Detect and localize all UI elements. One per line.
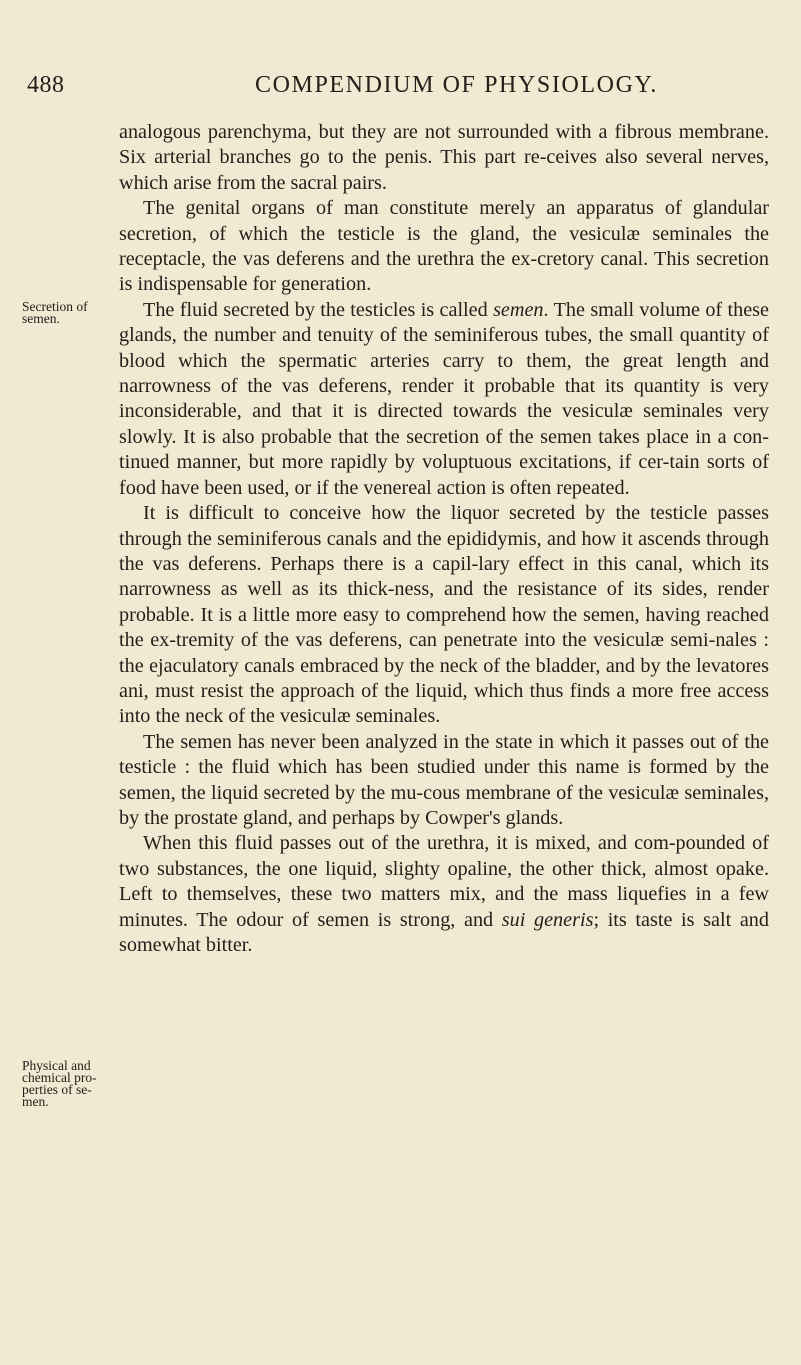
paragraph — [119, 831, 769, 958]
sidenote-secretion: Secretion of semen. — [22, 299, 88, 326]
paragraph-text: When this fluid passes out of the urethra, it is mixed, and com-pounded of two substances, the one liquid, slighty opaline, the other thick, almost opake. Left to themselves, these two matters mix, and the mass liquefies in a few minutes. The odour of semen is strong, and — [119, 832, 769, 931]
emphasis-term: sui generis — [501, 908, 594, 931]
running-title: COMPENDIUM OF PHYSIOLOGY. — [255, 72, 658, 98]
sidenote-properties: Physical and chemical pro-perties of se-men. — [22, 1058, 97, 1109]
paragraph: It is difficult to conceive how the liquor secreted by the testicle passes through the seminiferous canals and the epididymis, and how it ascends through the vas deferens. Perhaps there is a capil-lary effect in this canal, which its narrowness as well as its thick-ness, and the resistance of its sides, render probable. It is a little more easy to comprehend how the semen, having reached the ex-tremity of the vas deferens, can penetrate into the vesiculæ semi-nales : the ejaculatory canals embraced by the neck of the bladder, and by the levatores ani, must resist the approach of the liquid, which thus finds a more free access into the neck of the vesiculæ seminales. — [119, 502, 769, 728]
paragraph-text: . The small volume of these glands, the number and tenuity of the seminiferous tubes, the small quantity of blood which the spermatic arteries carry to them, the great length and narrowness of the vas deferens, render it probable that its quantity is very inconsiderable, and that it is directed towards the vesiculæ seminales very slowly. It is also probable that the secretion of the semen takes place in a con-tinued manner, but more rapidly by voluptuous excitations, if cer-tain sorts of food have been used, or if the venereal action is often repeated. — [119, 298, 769, 499]
paragraph — [119, 298, 769, 501]
paragraph-text: ; its taste is salt and somewhat bitter. — [119, 908, 769, 956]
emphasis-term: semen — [493, 298, 544, 321]
paragraph: analogous parenchyma, but they are not surrounded with a fibrous membrane. Six arterial branches go to the penis. This part re-ceives also several nerves, which arise from the sacral pairs. — [119, 121, 769, 194]
paragraph: The semen has never been analyzed in the state in which it passes out of the testicle : the fluid which has been studied under this name is formed by the semen, the liquid secreted by the mu-cous membrane of the vesiculæ seminales, by the prostate gland, and perhaps by Cowper's glands. — [119, 730, 769, 829]
body-text — [119, 120, 769, 958]
page-header — [0, 72, 801, 112]
page-number: 488 — [27, 72, 65, 98]
paragraph: The genital organs of man constitute merely an apparatus of glandular secretion, of which the testicle is the gland, the vesiculæ seminales the receptacle, the vas deferens and the urethra the ex-cretory canal. This secretion is indispensable for generation. — [119, 197, 769, 296]
paragraph-text: The fluid secreted by the testicles is called — [143, 298, 494, 321]
